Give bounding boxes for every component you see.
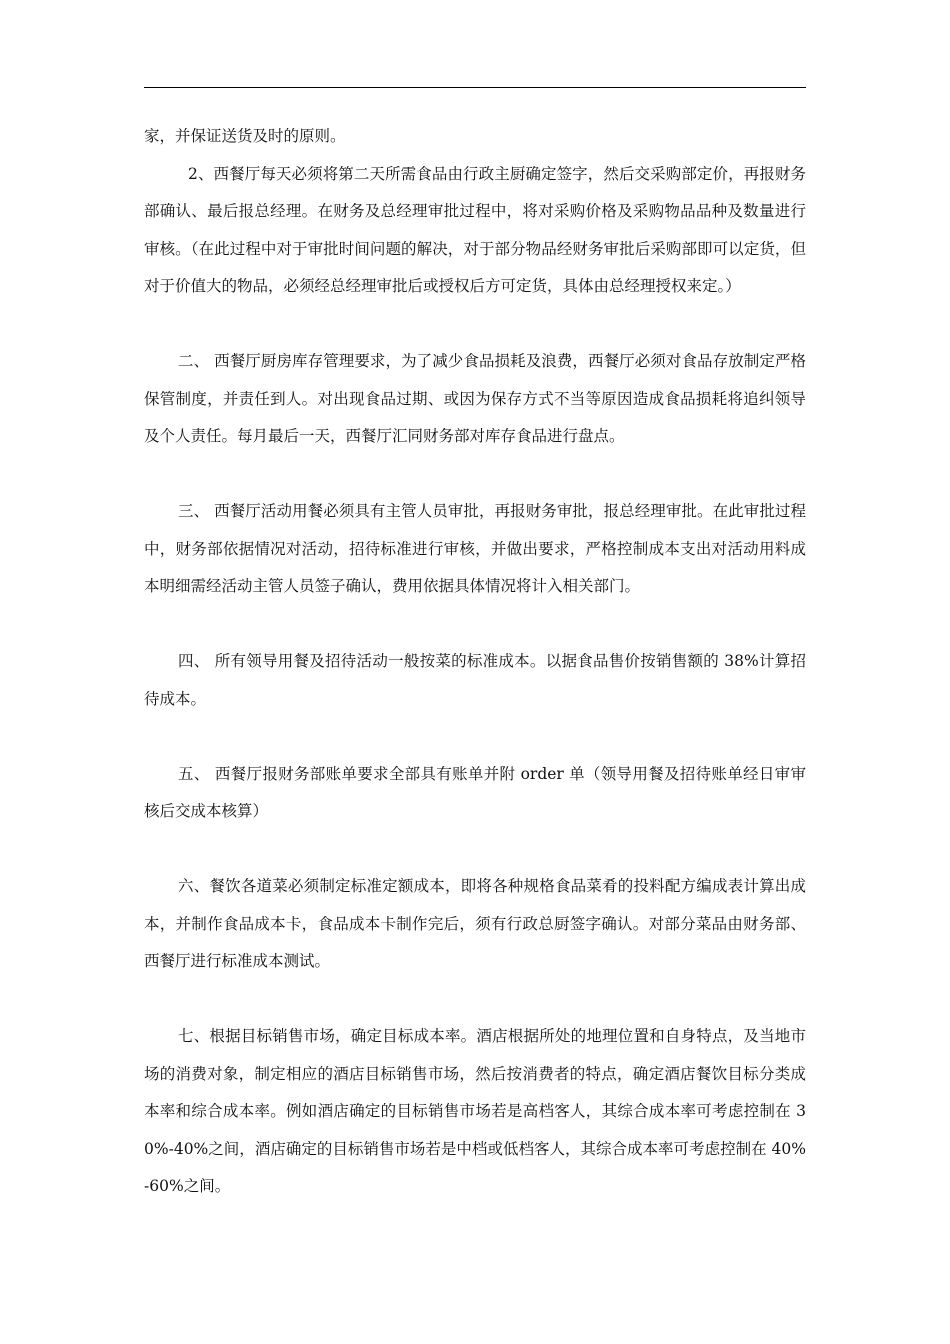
paragraph-section-5: 五、 西餐厅报财务部账单要求全部具有账单并附 order 单（领导用餐及招待账单经日审审核后交成本核算） <box>144 764 806 820</box>
spacer <box>144 606 806 644</box>
paragraph-section-7: 七、根据目标销售市场，确定目标成本率。酒店根据所处的地理位置和自身特点，及当地市场的消费对象，制定相应的酒店目标销售市场，然后按消费者的特点，确定酒店餐饮目标分类成本率和综合成本率。例如酒店确定的目标销售市场若是高档客人，其综合成本率可考虑控制在 30%-40%之间，酒店确定的目标销售市场若是中档或低档客人，其综合成本率可考虑控制在 40%-60%之间。 <box>144 1027 806 1195</box>
document-body <box>144 118 806 1206</box>
header-rule <box>144 87 806 88</box>
paragraph-section-4: 四、 所有领导用餐及招待活动一般按菜的标准成本。以据食品售价按销售额的 38%计算招待成本。 <box>144 652 806 708</box>
spacer <box>144 831 806 869</box>
paragraph-continuation: 家，并保证送货及时的原则。 <box>144 127 346 145</box>
spacer <box>144 981 806 1019</box>
spacer <box>144 456 806 494</box>
spacer <box>144 306 806 344</box>
paragraph-item-2: 2、西餐厅每天必须将第二天所需食品由行政主厨确定签字，然后交采购部定价，再报财务部确认、最后报总经理。在财务及总经理审批过程中，将对采购价格及采购物品品种及数量进行审核。（在此过程中对于审批时间问题的解决，对于部分物品经财务审批后采购部即可以定货，但对于价值大的物品，必须经总经理审批后或授权后方可定货，具体由总经理授权来定。） <box>144 164 806 295</box>
paragraph-section-6: 六、餐饮各道菜必须制定标准定额成本，即将各种规格食品菜肴的投料配方编成表计算出成本，并制作食品成本卡，食品成本卡制作完后，须有行政总厨签字确认。对部分菜品由财务部、西餐厅进行标准成本测试。 <box>144 877 806 970</box>
spacer <box>144 718 806 756</box>
paragraph-section-3: 三、 西餐厅活动用餐必须具有主管人员审批，再报财务审批，报总经理审批。在此审批过程中，财务部依据情况对活动，招待标准进行审核，并做出要求，严格控制成本支出对活动用料成本明细需经活动主管人员签子确认，费用依据具体情况将计入相关部门。 <box>144 502 806 595</box>
paragraph-section-2: 二、 西餐厅厨房库存管理要求，为了减少食品损耗及浪费，西餐厅必须对食品存放制定严格保管制度，并责任到人。对出现食品过期、或因为保存方式不当等原因造成食品损耗将追纠领导及个人责任。每月最后一天，西餐厅汇同财务部对库存食品进行盘点。 <box>144 352 806 445</box>
